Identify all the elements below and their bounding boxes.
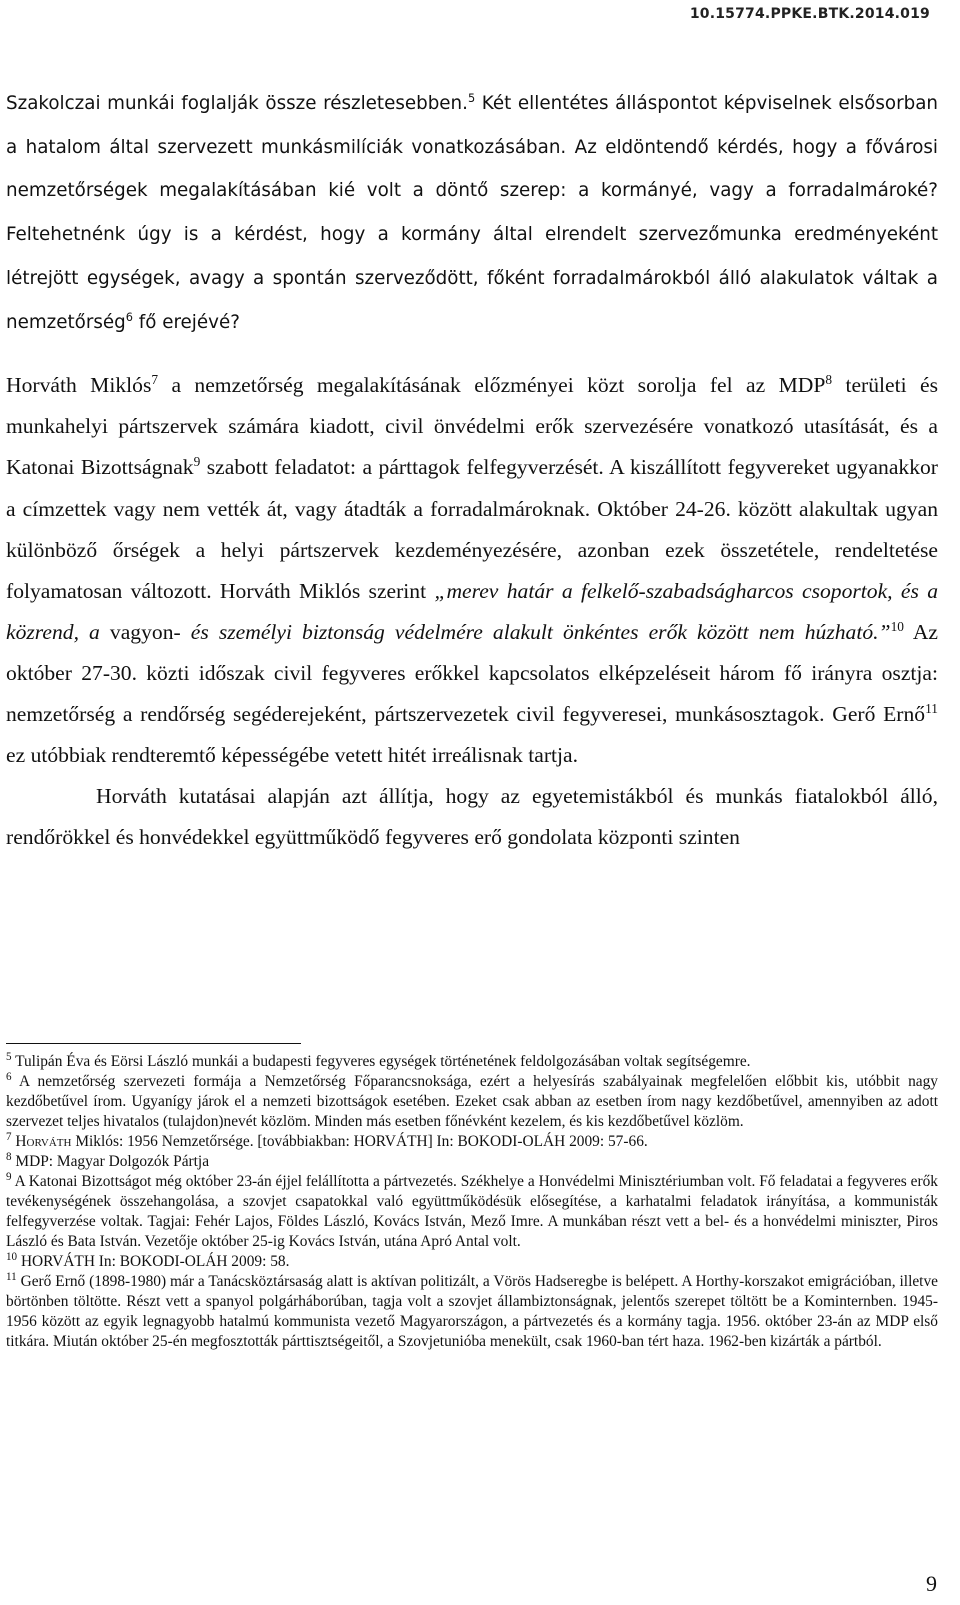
footnote-ref-11[interactable]: 11	[925, 700, 938, 716]
footnote-6	[6, 1072, 938, 1132]
p2-text-e: vagyon-	[99, 619, 191, 644]
footnote-separator	[6, 1043, 301, 1044]
footnote-text: A Katonai Bizottságot még október 23-án éjjel felállította a pártvezetés. Székhelye a Honvédelmi Minisztériumban volt. Fő feladatai a fegyveres erők tevékenységének összehangolása, a szovjet csapatokkal való együttműködésük elősegítése, a karhatalmi feladatok irányítása, a kommunisták felfegyverzése voltak. Tagjai: Fehér Lajos, Földes László, Kovács István, Mező Imre. A munkában részt vett a bel- és a honvédelmi miniszter, Piros László és Bata István. Vezetője október 25-ig Kovács István, utána Apró Antal volt.	[6, 1173, 939, 1250]
footnote-number: 11	[6, 1270, 17, 1283]
footnote-10	[6, 1252, 938, 1272]
footnote-ref-6[interactable]: 6	[125, 309, 133, 324]
footnote-ref-8[interactable]: 8	[825, 372, 833, 388]
footnote-8	[6, 1152, 938, 1172]
main-text	[6, 82, 938, 858]
p1-text-b: Két ellentétes álláspontot képviselnek elsősorban a hatalom által szervezett munkásmilíciák vonatkozásában. Az eldöntendő kérdés, hogy a fővárosi nemzetőrségek megalakításában kié volt a döntő szerep: a kormányé, vagy a forradalmároké? Feltehetnénk úgy is a kérdést, hogy a kormány által elrendelt szervezőmunka eredményeként létrejött egységek, avagy a spontán szerveződött, főként forradalmárokból álló alakulatok váltak a nemzetőrség	[6, 93, 938, 333]
footnote-text: A nemzetőrség szervezeti formája a Nemzetőrség Főparancsnoksága, ezért a helyesírás szabályainak megfelelően előbbit kis, utóbbit nagy kezdőbetűvel írom. Ugyanígy járok el a nemzeti bizottságok esetében. Ezeket csak abban az esetben írom nagy kezdőbetűvel, amennyiben az adott szervezet teljes hivatalos (tulajdon)nevét közlöm. Minden más esetben főnévként kezelem, és kis kezdőbetűvel közlöm.	[6, 1073, 938, 1130]
footnote-5	[6, 1052, 938, 1072]
footnote-ref-10[interactable]: 10	[890, 618, 904, 634]
footnote-number: 6	[6, 1070, 12, 1083]
footnote-text: Tulipán Éva és Eörsi László munkái a budapesti fegyveres egységek történetének feldolgozásában voltak segítségemre.	[15, 1053, 751, 1070]
footnote-ref-9[interactable]: 9	[193, 454, 201, 470]
doi-header: 10.15774.PPKE.BTK.2014.019	[689, 6, 930, 22]
footnote-text: MDP: Magyar Dolgozók Pártja	[15, 1153, 210, 1170]
paragraph-gap	[6, 344, 938, 365]
footnote-7	[6, 1132, 938, 1152]
p2-text-g: ez utóbbiak rendteremtő képességébe vetett hitét irreálisnak tartja.	[6, 743, 578, 768]
paragraph-3	[6, 776, 938, 858]
footnote-9	[6, 1172, 938, 1252]
footnote-text: Miklós: 1956 Nemzetőrsége. [továbbiakban: HORVÁTH] In: BOKODI-OLÁH 2009: 57-66.	[71, 1133, 648, 1150]
footnote-text: Gerő Ernő (1898-1980) már a Tanácsköztársaság alatt is aktívan politizált, a Vörös Hadseregbe is belépett. A Horthy-korszakot emigrációban, illetve börtönben töltötte. Részt vett a spanyol polgárháborúban, tagja volt a szovjet állambiztonságnak, jelentős szerepet töltött be a Kominternben. 1945-1956 között az egyik legnagyobb hatalmú kommunista vezető Magyarországon, a pártvezetés és a kormány tagja. 1956. október 23-án az MDP első titkára. Miután október 25-én megfosztották párttisztségeitől, a Szovjetunióba menekült, csak 1960-ban tért haza. 1962-ben kizárták a pártból.	[6, 1273, 938, 1350]
footnote-11	[6, 1272, 938, 1352]
page-number: 9	[926, 1571, 937, 1596]
footnotes	[6, 1052, 938, 1352]
footnote-number: 10	[6, 1250, 18, 1263]
p2-text-b: a nemzetőrség megalakításának előzményei közt sorolja fel az MDP	[158, 373, 826, 398]
p3-text: Horváth kutatásai alapján azt állítja, hogy az egyetemistákból és munkás fiatalokból álló, rendőrökkel és honvédekkel együttműködő fegyveres erő gondolata központi szinten	[6, 784, 938, 850]
footnote-number: 7	[6, 1130, 12, 1143]
footnote-number: 8	[6, 1150, 12, 1163]
footnote-number: 5	[6, 1050, 12, 1063]
p2-text-f: Az október 27-30. közti időszak civil fegyveres erőkkel kapcsolatos elképzeléseit három fő irányra osztja: nemzetőrség a rendőrség segéderejeként, pártszervezetek civil fegyveresei, munkásosztagok. Gerő Ernő	[6, 619, 939, 726]
paragraph-2	[6, 365, 938, 776]
quote-part-2: és személyi biztonság védelmére alakult önkéntes erők között nem húzható.”	[190, 619, 891, 644]
author-name: Horváth	[15, 1133, 72, 1150]
p2-text-c: területi és munkahelyi pártszervek számára kiadott, civil önvédelmi erők szervezésére vonatkozó utasítását, és a Katonai Bizottságnak	[6, 373, 939, 480]
footnote-number: 9	[6, 1170, 12, 1183]
p1-text-a: Szakolczai munkái foglalják össze részletesebben.	[6, 93, 468, 114]
paragraph-1	[6, 82, 938, 344]
quote-part-1: „merev határ a felkelő-szabadságharcos csoportok, és a közrend, a	[6, 578, 938, 644]
p2-text-a: Horváth Miklós	[6, 373, 152, 398]
footnote-text: HORVÁTH In: BOKODI-OLÁH 2009: 58.	[20, 1253, 290, 1270]
p2-text-d: szabott feladatot: a párttagok felfegyverzését. A kiszállított fegyvereket ugyanakkor a címzettek vagy nem vették át, vagy átadták a forradalmároknak. Október 24-26. között alakultak ugyan különböző őrségek a helyi pártszervek kezdeményezésére, azonban ezek összetétele, rendeltetése folyamatosan változott. Horváth Miklós szerint	[6, 455, 938, 603]
footnote-ref-7[interactable]: 7	[151, 372, 159, 388]
footnote-ref-5[interactable]: 5	[467, 90, 476, 105]
p1-text-c: fő erejévé?	[132, 311, 240, 333]
